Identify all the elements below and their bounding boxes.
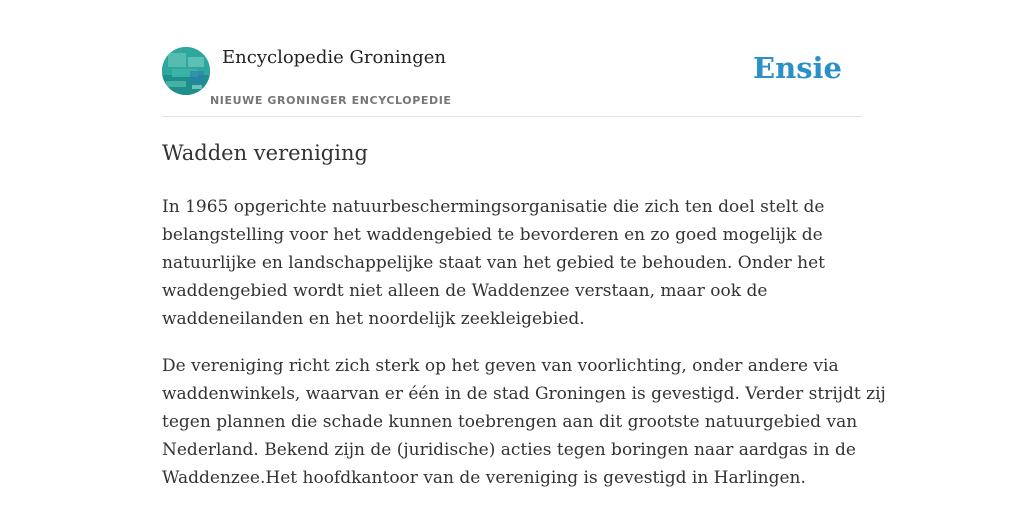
ensie-brand-link[interactable]: Ensie (753, 51, 842, 85)
logo-graphic (162, 47, 210, 95)
paragraph-line: waddeneilanden en het noordelijk zeekleigebied. (162, 309, 585, 329)
paragraph-line: In 1965 opgerichte natuurbeschermingsorganisatie die zich ten doel stelt de (162, 197, 825, 217)
site-title[interactable]: Encyclopedie Groningen (222, 47, 447, 68)
paragraph-line: natuurlijke en landschappelijke staat van het gebied te behouden. Onder het (162, 253, 826, 273)
article-title: Wadden vereniging (162, 141, 368, 165)
article-body (162, 193, 886, 511)
site-subtitle: NIEUWE GRONINGER ENCYCLOPEDIE (210, 94, 452, 107)
site-header (162, 44, 862, 117)
paragraph-line: waddengebied wordt niet alleen de Waddenzee verstaan, maar ook de (162, 281, 768, 301)
paragraph-line: De vereniging richt zich sterk op het geven van voorlichting, onder andere via (162, 356, 839, 376)
paragraph-line: waddenwinkels, waarvan er één in de stad Groningen is gevestigd. Verder strijdt zij (162, 384, 886, 404)
encyclopedie-groningen-logo-icon[interactable] (162, 47, 210, 95)
article-paragraph (162, 193, 862, 333)
article-paragraph (162, 352, 886, 492)
paragraph-line: belangstelling voor het waddengebied te bevorderen en zo goed mogelijk de (162, 225, 823, 245)
paragraph-line: Waddenzee.Het hoofdkantoor van de vereniging is gevestigd in Harlingen. (162, 468, 806, 488)
paragraph-line: tegen plannen die schade kunnen toebrengen aan dit grootste natuurgebied van (162, 412, 858, 432)
paragraph-line: Nederland. Bekend zijn de (juridische) acties tegen boringen naar aardgas in de (162, 440, 856, 460)
